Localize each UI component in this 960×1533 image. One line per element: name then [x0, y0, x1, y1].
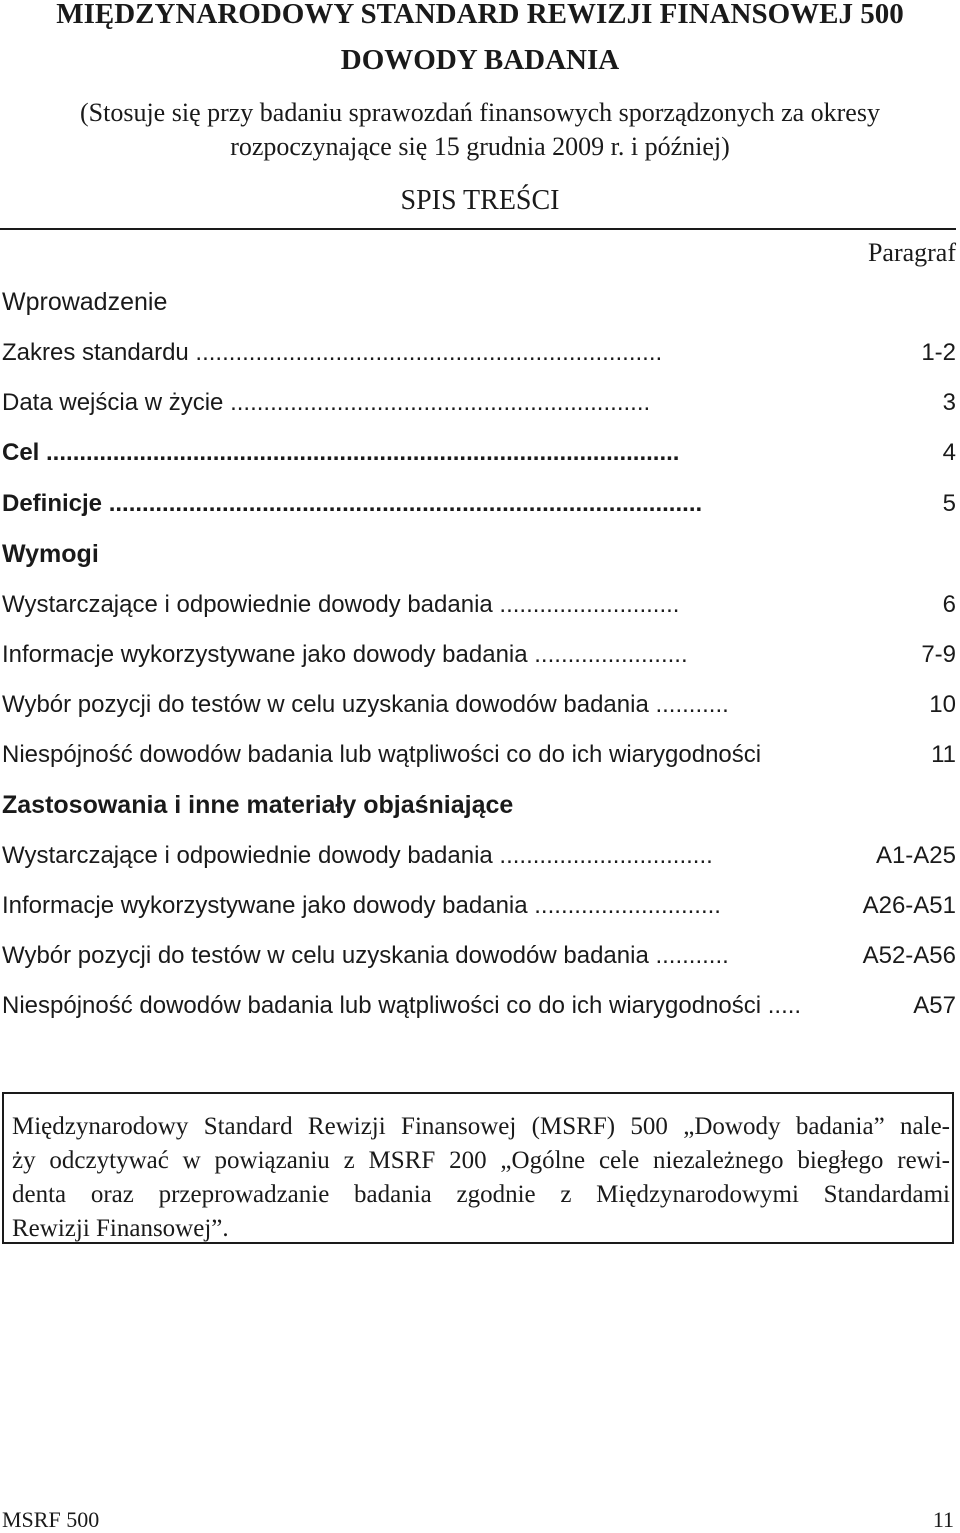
toc-row — [2, 738, 956, 772]
toc-row-label: Data wejścia w życie ............................................................... — [2, 389, 651, 416]
reading-note-line: ży odczytywać w powiązaniu z MSRF 200 „Ogólne cele niezależnego biegłego rewi- — [12, 1147, 950, 1174]
toc-section-application: Zastosowania i inne materiały objaśniające — [2, 791, 514, 819]
toc-row-ref: A57 — [913, 992, 956, 1019]
toc-row-label: Cel ............................................................................................... — [2, 439, 680, 466]
toc-row — [2, 436, 956, 470]
toc-row — [2, 588, 956, 622]
toc-row-ref: 1-2 — [921, 339, 956, 366]
toc-row-label: Niespójność dowodów badania lub wątpliwości co do ich wiarygodności — [2, 741, 762, 768]
toc-row — [2, 487, 956, 521]
toc-row-ref: A26-A51 — [862, 892, 956, 919]
toc-row-ref: A1-A25 — [875, 842, 956, 869]
scope-note-line: (Stosuje się przy badaniu sprawozdań finansowych sporządzonych za okresy — [80, 98, 880, 127]
toc-row-ref: 5 — [942, 490, 956, 517]
reading-note-line: Międzynarodowy Standard Rewizji Finansowej (MSRF) 500 „Dowody badania” nale- — [12, 1113, 950, 1140]
scope-note-line: rozpoczynające się 15 grudnia 2009 r. i później) — [230, 132, 730, 161]
reading-note-text — [12, 1110, 950, 1246]
reading-note-line: Rewizji Finansowej”. — [12, 1215, 229, 1242]
toc-row-label: Niespójność dowodów badania lub wątpliwości co do ich wiarygodności ..... — [2, 992, 802, 1019]
toc-row — [2, 889, 956, 923]
toc-row-label: Wystarczające i odpowiednie dowody badania ................................ — [2, 842, 713, 869]
toc-row-ref: 6 — [942, 591, 956, 618]
toc-row — [2, 939, 956, 973]
toc-row-ref: 3 — [942, 389, 956, 416]
toc-section-intro: Wprowadzenie — [2, 288, 168, 316]
toc-row-ref: 4 — [942, 439, 956, 466]
toc-row-ref: 10 — [929, 691, 956, 718]
toc-row-label: Wybór pozycji do testów w celu uzyskania dowodów badania ........... — [2, 942, 729, 969]
toc-heading: SPIS TREŚCI — [400, 185, 560, 216]
toc-row — [2, 989, 956, 1023]
toc-section-requirements: Wymogi — [2, 540, 99, 568]
toc-row-label: Definicje ......................................................................................... — [2, 490, 703, 517]
toc-row-label: Informacje wykorzystywane jako dowody badania ............................ — [2, 892, 721, 919]
toc-row-ref: 11 — [931, 741, 956, 768]
toc-row-label: Informacje wykorzystywane jako dowody badania ....................... — [2, 641, 688, 668]
toc-row-ref: A52-A56 — [862, 942, 956, 969]
footer-page-number: 11 — [932, 1507, 954, 1532]
toc-row — [2, 336, 956, 370]
toc-row-label: Wystarczające i odpowiednie dowody badania ........................... — [2, 591, 680, 618]
footer-standard-name: MSRF 500 — [2, 1507, 100, 1532]
toc-row — [2, 386, 956, 420]
reading-note-line: denta oraz przeprowadzanie badania zgodnie z Międzynarodowymi Standardami — [12, 1181, 950, 1208]
page-title: MIĘDZYNARODOWY STANDARD REWIZJI FINANSOWEJ 500 — [56, 0, 904, 30]
toc-row — [2, 688, 956, 722]
paragraph-column-header: Paragraf — [867, 238, 956, 267]
toc-row-label: Zakres standardu ...................................................................... — [2, 339, 663, 366]
scope-note — [0, 96, 960, 164]
toc-row-label: Wybór pozycji do testów w celu uzyskania dowodów badania ........... — [2, 691, 729, 718]
toc-row — [2, 638, 956, 672]
toc-divider — [0, 228, 956, 230]
toc-row-ref: 7-9 — [921, 641, 956, 668]
page-subtitle: DOWODY BADANIA — [340, 44, 620, 76]
reading-note-box — [2, 1092, 954, 1244]
toc-row — [2, 839, 956, 873]
